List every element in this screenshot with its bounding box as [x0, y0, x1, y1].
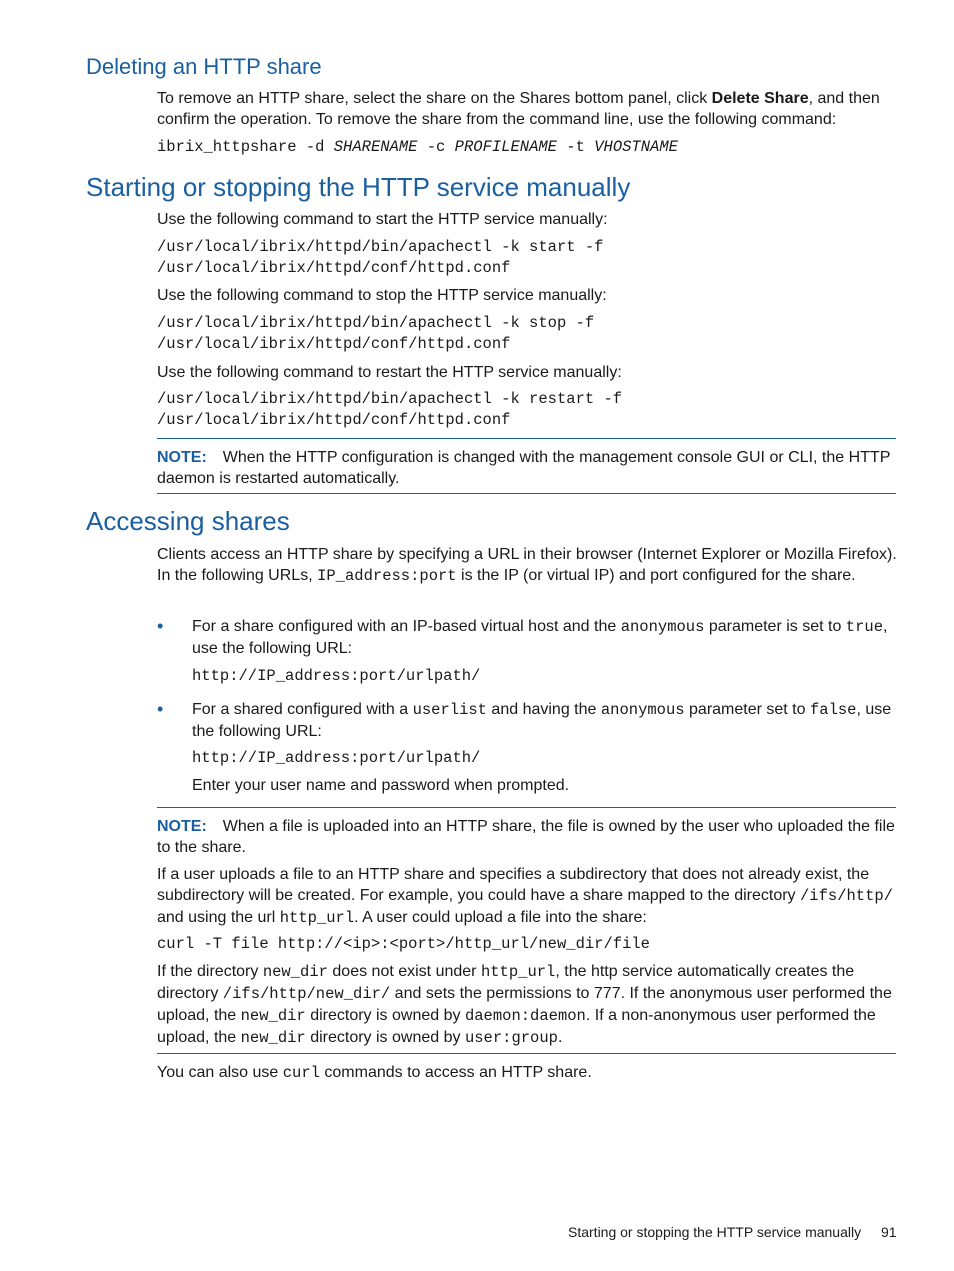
url-example-2: http://IP_address:port/urlpath/: [192, 749, 481, 767]
restart-command-line2: /usr/local/ibrix/httpd/conf/httpd.conf: [157, 411, 511, 429]
prompt-instructions: Enter your user name and password when prompted.: [192, 777, 570, 794]
stop-instructions: Use the following command to stop the HTTP service manually:: [157, 287, 607, 304]
note-divider-bottom: [157, 493, 896, 494]
subdirectory-paragraph: If a user uploads a file to an HTTP share and specifies a subdirectory that does not already exist, the subdirectory will be created. For example, you could have a share mapped to the directory /ifs/http/ and using the url http_url. A user could upload a file into the share:: [157, 866, 894, 927]
access-intro: Clients access an HTTP share by specifying a URL in their browser (Internet Explorer or Mozilla Firefox). In the following URLs, IP_address:port is the IP (or virtual IP) and port configured for the share.: [157, 546, 897, 585]
start-instructions: Use the following command to start the HTTP service manually:: [157, 211, 608, 228]
footer-section-title: Starting or stopping the HTTP service manually: [568, 1224, 862, 1240]
note-divider-top: [157, 807, 896, 808]
bullet-userlist: For a shared configured with a userlist and having the anonymous parameter set to false, use the following URL:: [192, 701, 892, 740]
bullet-icon: •: [157, 616, 164, 636]
stop-command-line1: /usr/local/ibrix/httpd/bin/apachectl -k stop -f: [157, 314, 595, 332]
bullet-icon: •: [157, 699, 164, 719]
note-upload: NOTE: When a file is uploaded into an HTTP share, the file is owned by the user who uploaded the file to the share.: [157, 818, 895, 856]
bullet-anonymous-true: For a share configured with an IP-based virtual host and the anonymous parameter is set to true, use the following URL:: [192, 618, 888, 657]
stop-command-line2: /usr/local/ibrix/httpd/conf/httpd.conf: [157, 335, 511, 353]
section-heading-start-stop: Starting or stopping the HTTP service manually: [86, 172, 631, 202]
start-command-line1: /usr/local/ibrix/httpd/bin/apachectl -k start -f: [157, 238, 604, 256]
restart-command-line1: /usr/local/ibrix/httpd/bin/apachectl -k restart -f: [157, 390, 623, 408]
url-example-1: http://IP_address:port/urlpath/: [192, 667, 481, 685]
note-divider-top: [157, 438, 896, 439]
start-command-line2: /usr/local/ibrix/httpd/conf/httpd.conf: [157, 259, 511, 277]
curl-command: curl -T file http://<ip>:<port>/http_url/new_dir/file: [157, 935, 650, 953]
page-number: 91: [881, 1224, 897, 1240]
directory-paragraph: If the directory new_dir does not exist under http_url, the http service automatically creates the directory /ifs/http/new_dir/ and sets the permissions to 777. If the anonymous user performed the upload, the new_dir directory is owned by daemon:daemon. If a non-anonymous user performed the upload, the new_dir directory is owned by user:group.: [157, 963, 892, 1047]
note-restart: NOTE: When the HTTP configuration is changed with the management console GUI or CLI, the HTTP daemon is restarted automatically.: [157, 449, 891, 487]
note-divider-bottom: [157, 1053, 896, 1054]
section-heading-deleting: Deleting an HTTP share: [86, 54, 322, 79]
note-label: NOTE:: [157, 449, 207, 466]
delete-instructions: To remove an HTTP share, select the share on the Shares bottom panel, click Delete Share, and then confirm the operation. To remove the share from the command line, use the following command:: [157, 90, 880, 128]
curl-usage: You can also use curl commands to access an HTTP share.: [157, 1064, 592, 1082]
delete-command: ibrix_httpshare -d SHARENAME -c PROFILENAME -t VHOSTNAME: [157, 138, 678, 156]
delete-share-label: Delete Share: [711, 90, 809, 107]
section-heading-accessing: Accessing shares: [86, 506, 290, 536]
note-label: NOTE:: [157, 818, 207, 835]
restart-instructions: Use the following command to restart the HTTP service manually:: [157, 364, 622, 381]
